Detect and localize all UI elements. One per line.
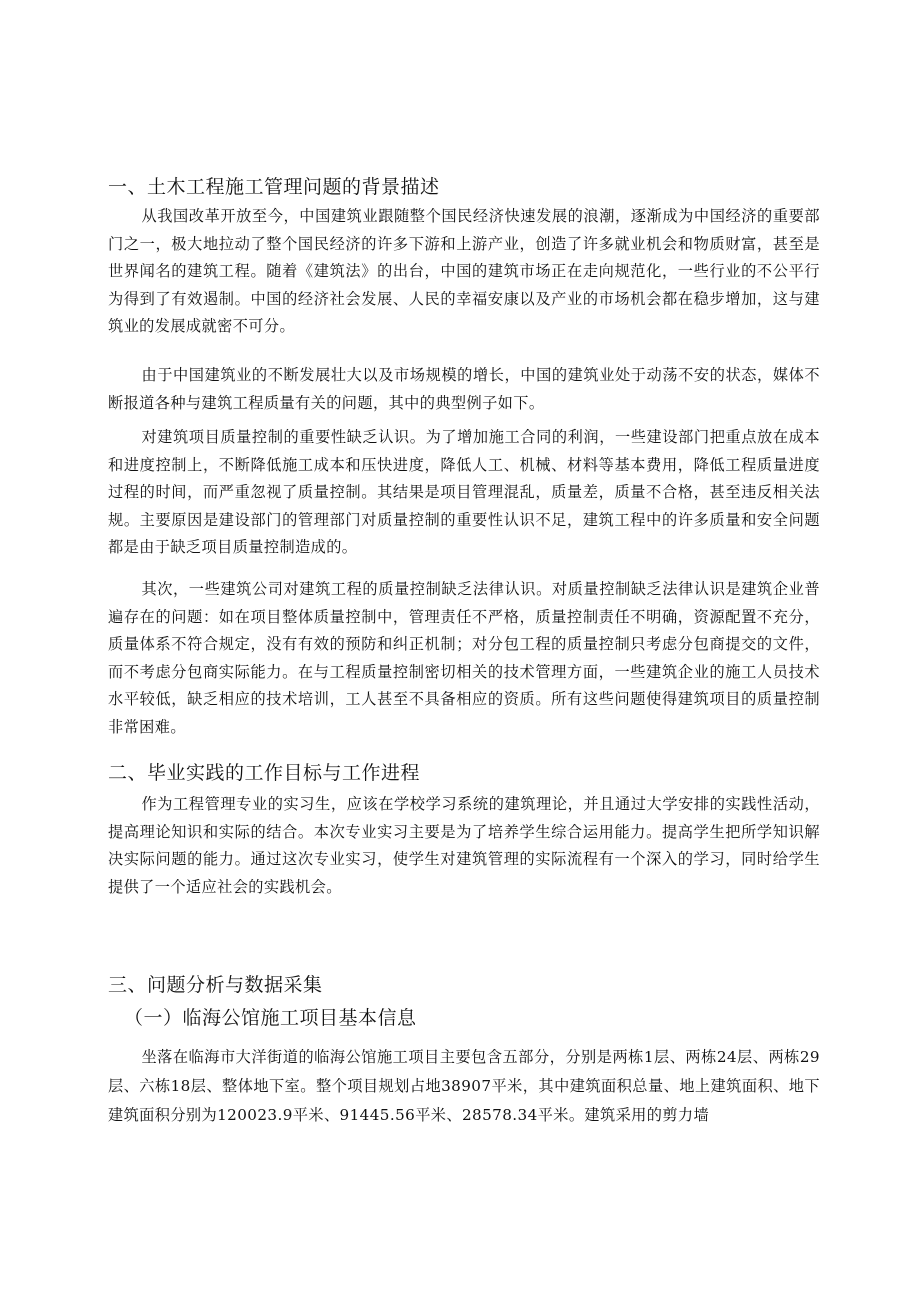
section-heading-3: 三、问题分析与数据采集 <box>108 974 323 996</box>
paragraph-background-4: 其次，一些建筑公司对建筑工程的质量控制缺乏法律认识。对质量控制缺乏法律认识是建筑企业普遍存在的问题：如在项目整体质量控制中，管理责任不严格，质量控制责任不明确，资源配置不充分，质量体系不符合规定，没有有效的预防和纠正机制；对分包工程的质量控制只考虑分包商提交的文件，而不考虑分包商实际能力。在与工程质量控制密切相关的技术管理方面，一些建筑企业的施工人员技术水平较低，缺乏相应的技术培训，工人甚至不具备相应的资质。所有这些问题使得建筑项目的质量控制非常困难。 <box>108 580 820 736</box>
subsection-heading-1: （一）临海公馆施工项目基本信息 <box>124 1007 417 1029</box>
paragraph-goals-1: 作为工程管理专业的实习生，应该在学校学习系统的建筑理论，并且通过大学安排的实践性活动，提高理论知识和实际的结合。本次专业实习主要是为了培养学生综合运用能力。提高学生把所学知识解决实际问题的能力。通过这次专业实习，使学生对建筑管理的实际流程有一个深入的学习，同时给学生提供了一个适应社会的实践机会。 <box>108 795 820 896</box>
section-heading-1: 一、土木工程施工管理问题的背景描述 <box>108 176 440 198</box>
section-heading-2: 二、毕业实践的工作目标与工作进程 <box>108 762 421 784</box>
paragraph-background-2: 由于中国建筑业的不断发展壮大以及市场规模的增长，中国的建筑业处于动荡不安的状态，媒体不断报道各种与建筑工程质量有关的问题，其中的典型例子如下。 <box>108 366 820 412</box>
paragraph-background-3: 对建筑项目质量控制的重要性缺乏认识。为了增加施工合同的利润，一些建设部门把重点放在成本和进度控制上，不断降低施工成本和压快进度，降低人工、机械、材料等基本费用，降低工程质量进度过程的时间，而严重忽视了质量控制。其结果是项目管理混乱，质量差，质量不合格，甚至违反相关法规。主要原因是建设部门的管理部门对质量控制的重要性认识不足，建筑工程中的许多质量和安全问题都是由于缺乏项目质量控制造成的。 <box>108 428 820 557</box>
paragraph-background-1: 从我国改革开放至今，中国建筑业跟随整个国民经济快速发展的浪潮，逐渐成为中国经济的重要部门之一，极大地拉动了整个国民经济的许多下游和上游产业，创造了许多就业机会和物质财富，甚至是世界闻名的建筑工程。随着《建筑法》的出台，中国的建筑市场正在走向规范化，一些行业的不公平行为得到了有效遏制。中国的经济社会发展、人民的幸福安康以及产业的市场机会都在稳步增加，这与建筑业的发展成就密不可分。 <box>108 207 820 336</box>
paragraph-project-info-1: 坐落在临海市大洋街道的临海公馆施工项目主要包含五部分，分别是两栋1层、两栋24层、两栋29层、六栋18层、整体地下室。整个项目规划占地38907平米，其中建筑面积总量、地上建筑面积、地下建筑面积分别为120023.9平米、91445.56平米、28578.34平米。建筑采用的剪力墙 <box>108 1048 820 1124</box>
